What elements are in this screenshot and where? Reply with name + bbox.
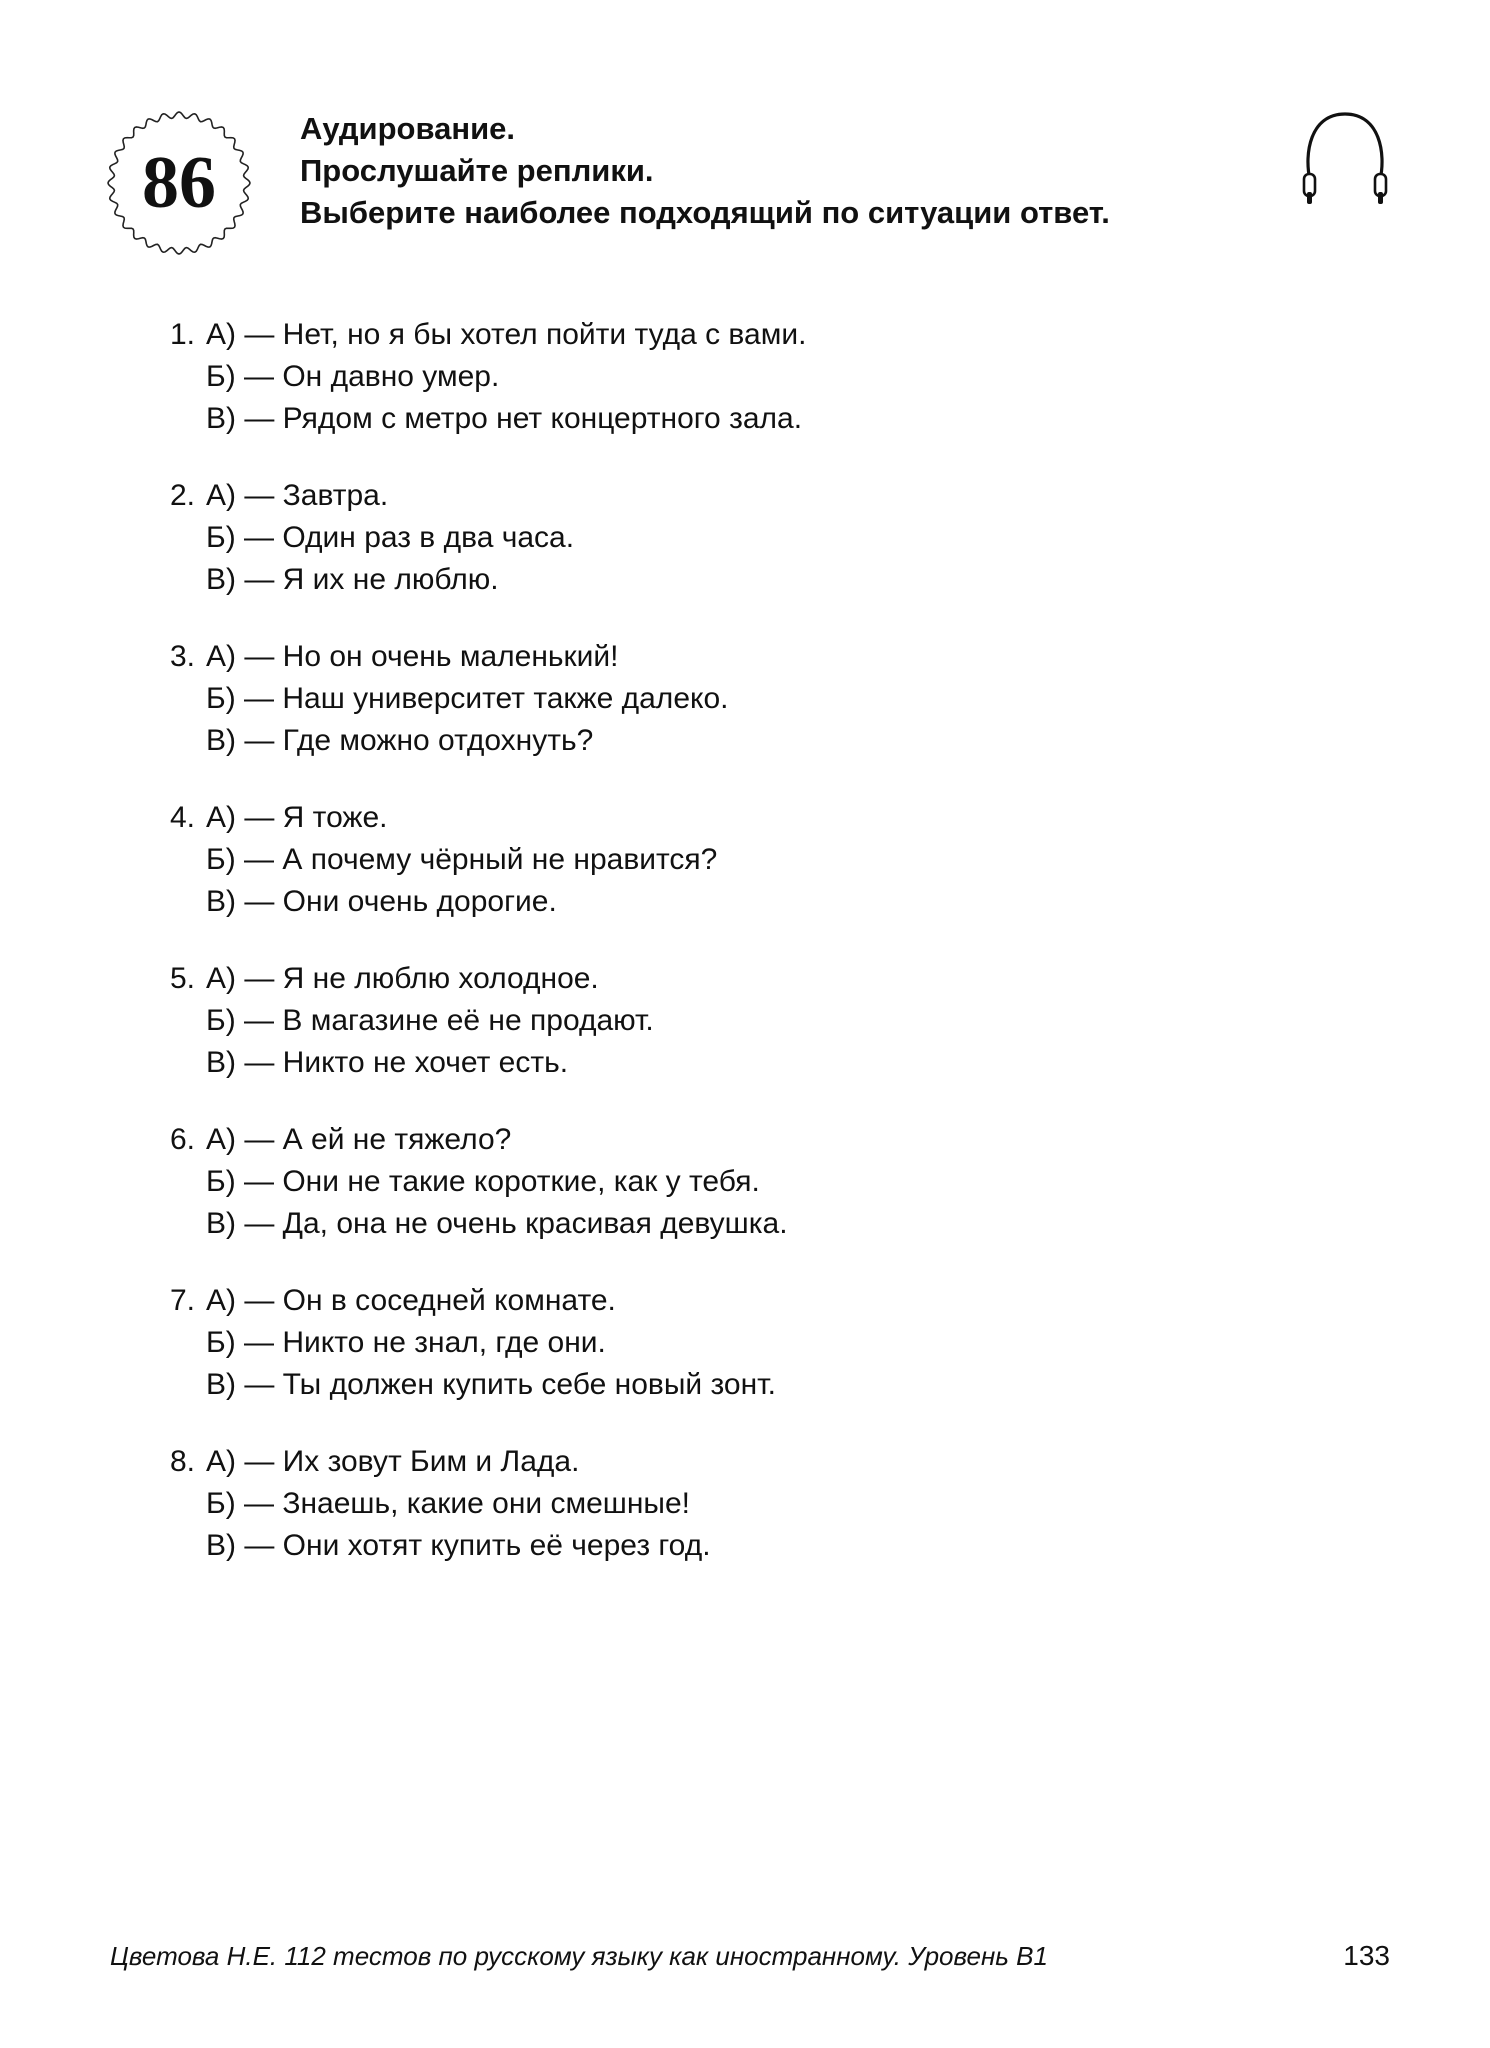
option-c xyxy=(170,881,1270,923)
option-text: Б) — Один раз в два часа. xyxy=(206,521,575,554)
option-text: А) — Их зовут Бим и Лада. xyxy=(206,1445,580,1478)
headphones-icon xyxy=(1300,108,1390,208)
exercise-instructions xyxy=(300,108,1300,234)
option-b xyxy=(170,839,1270,881)
option-text: А) — Я не люблю холодное. xyxy=(206,962,599,995)
option-b xyxy=(170,678,1270,720)
option-text: А) — А ей не тяжело? xyxy=(206,1123,512,1156)
option-c xyxy=(170,1525,1270,1567)
option-b xyxy=(170,1000,1270,1042)
option-a xyxy=(170,797,1270,839)
option-b xyxy=(170,1322,1270,1364)
option-text: Б) — Он давно умер. xyxy=(206,360,500,393)
option-c xyxy=(170,1364,1270,1406)
book-citation: Цветова Н.Е. 112 тестов по русскому языку как иностранному. Уровень В1 xyxy=(110,1941,1048,1971)
option-b xyxy=(170,356,1270,398)
option-text: В) — Рядом с метро нет концертного зала. xyxy=(206,402,803,435)
option-c xyxy=(170,720,1270,762)
question-number: 5. xyxy=(170,962,196,995)
question-number: 3. xyxy=(170,640,196,673)
option-c xyxy=(170,398,1270,440)
option-text: Б) — В магазине её не продают. xyxy=(206,1004,654,1037)
exercise-number: 86 xyxy=(142,142,216,224)
option-text: А) — Нет, но я бы хотел пойти туда с вами. xyxy=(206,318,807,351)
option-text: В) — Я их не люблю. xyxy=(206,563,499,596)
question-8 xyxy=(170,1441,1270,1567)
option-text: Б) — Они не такие короткие, как у тебя. xyxy=(206,1165,760,1198)
question-1 xyxy=(170,314,1270,440)
option-b xyxy=(170,517,1270,559)
question-number: 7. xyxy=(170,1284,196,1317)
option-text: В) — Ты должен купить себе новый зонт. xyxy=(206,1368,776,1401)
question-3 xyxy=(170,636,1270,762)
instruction-line: Аудирование. xyxy=(300,111,515,146)
question-number: 4. xyxy=(170,801,196,834)
option-a xyxy=(170,958,1270,1000)
question-number: 6. xyxy=(170,1123,196,1156)
question-number: 1. xyxy=(170,318,196,351)
option-a xyxy=(170,1280,1270,1322)
question-number: 8. xyxy=(170,1445,196,1478)
option-text: Б) — Знаешь, какие они смешные! xyxy=(206,1487,691,1520)
option-b xyxy=(170,1483,1270,1525)
question-5 xyxy=(170,958,1270,1084)
question-7 xyxy=(170,1280,1270,1406)
page-number: 133 xyxy=(1343,1940,1390,1971)
option-a xyxy=(170,1119,1270,1161)
question-6 xyxy=(170,1119,1270,1245)
option-text: Б) — Никто не знал, где они. xyxy=(206,1326,606,1359)
option-a xyxy=(170,475,1270,517)
option-text: А) — Но он очень маленький! xyxy=(206,640,619,673)
option-a xyxy=(170,636,1270,678)
option-text: В) — Никто не хочет есть. xyxy=(206,1046,569,1079)
option-text: Б) — Наш университет также далеко. xyxy=(206,682,729,715)
option-b xyxy=(170,1161,1270,1203)
question-number: 2. xyxy=(170,479,196,512)
option-c xyxy=(170,1203,1270,1245)
option-text: В) — Да, она не очень красивая девушка. xyxy=(206,1207,788,1240)
option-text: А) — Завтра. xyxy=(206,479,389,512)
option-a xyxy=(170,314,1270,356)
option-text: А) — Он в соседней комнате. xyxy=(206,1284,616,1317)
option-text: В) — Они очень дорогие. xyxy=(206,885,557,918)
option-c xyxy=(170,1042,1270,1084)
option-text: Б) — А почему чёрный не нравится? xyxy=(206,843,718,876)
option-c xyxy=(170,559,1270,601)
option-text: В) — Они хотят купить её через год. xyxy=(206,1529,711,1562)
question-4 xyxy=(170,797,1270,923)
option-a xyxy=(170,1441,1270,1483)
instruction-line: Выберите наиболее подходящий по ситуации ответ. xyxy=(300,195,1110,230)
question-2 xyxy=(170,475,1270,601)
exercise-number-badge xyxy=(104,108,254,258)
page-footer xyxy=(110,1936,1390,1976)
option-text: В) — Где можно отдохнуть? xyxy=(206,724,594,757)
question-list xyxy=(170,314,1270,1602)
option-text: А) — Я тоже. xyxy=(206,801,388,834)
instruction-line: Прослушайте реплики. xyxy=(300,153,654,188)
